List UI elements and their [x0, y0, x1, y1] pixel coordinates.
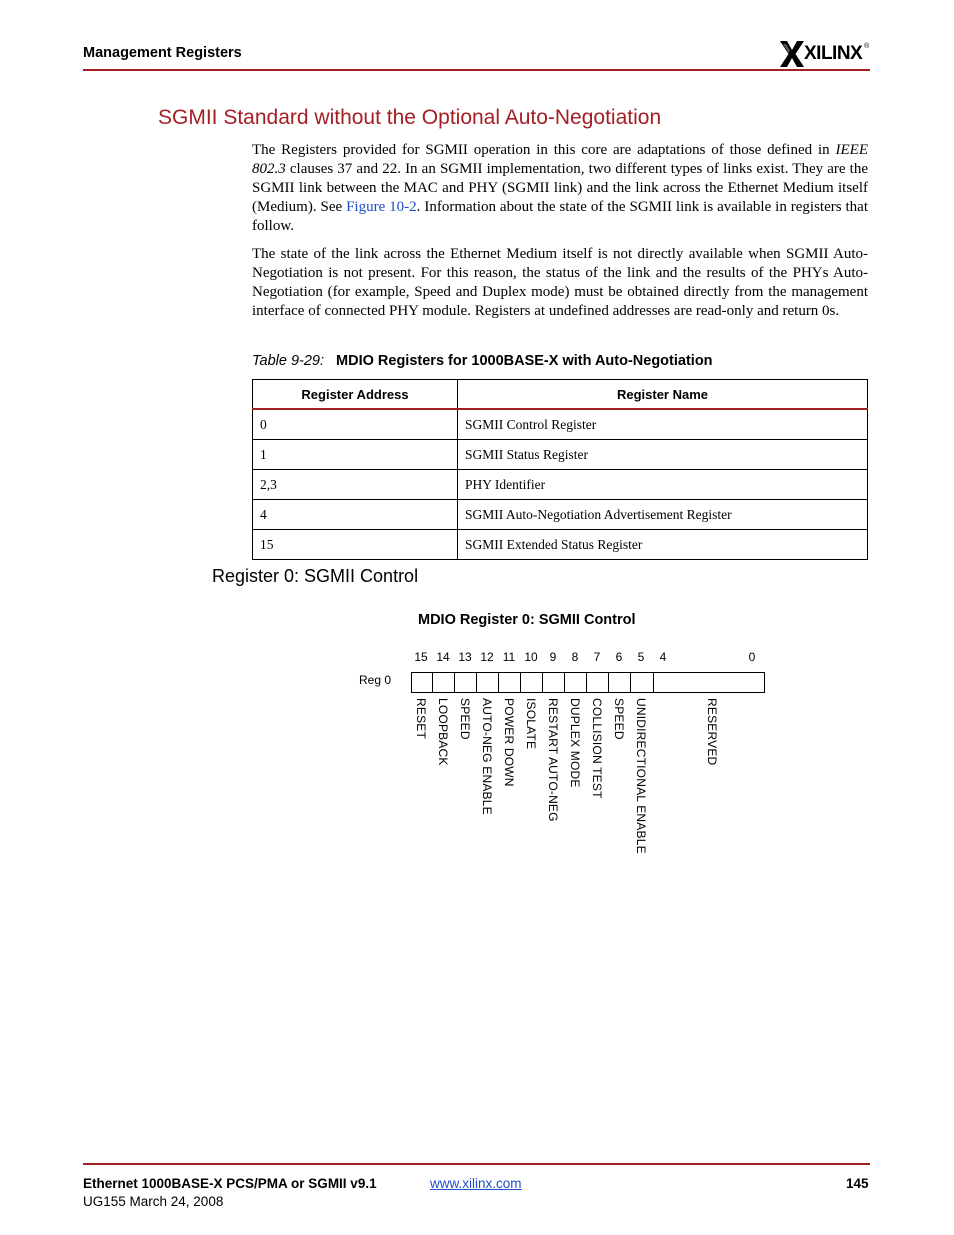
bit-divider [608, 672, 609, 693]
field-label-speed-lsb: SPEED [612, 698, 626, 740]
column-header-name: Register Name [458, 380, 868, 410]
table-row [253, 440, 868, 470]
register-name: SGMII Extended Status Register [458, 530, 868, 560]
para1-text-d: . Information about the state of the SGMII link is available in registers that follow. [252, 199, 868, 234]
bit-number: 11 [502, 650, 516, 664]
table-caption [252, 353, 713, 369]
bit-number: 0 [748, 650, 756, 664]
paragraph-1 [252, 141, 868, 236]
field-label-speed-msb: SPEED [458, 698, 472, 740]
field-label-power-down: POWER DOWN [502, 698, 516, 787]
column-header-address: Register Address [253, 380, 458, 410]
bit-divider [498, 672, 499, 693]
bit-number: 8 [571, 650, 579, 664]
field-label-collision-test: COLLISION TEST [590, 698, 604, 799]
para1-citation: IEEE 802.3 [252, 142, 868, 177]
paragraph-2: The state of the link across the Ethernet Medium itself is not directly available when SGMII Auto-Negotiation is not present. For this reason, the status of the link and the results of the PHYs Auto-Negotiation (for example, Speed and Duplex mode) must be obtained directly from the management interface of connected PHY module. Registers at undefined addresses are read-only and return 0s. [252, 246, 868, 319]
bit-number: 13 [458, 650, 472, 664]
bit-divider [542, 672, 543, 693]
footer-rule [83, 1163, 870, 1165]
bit-number: 14 [436, 650, 450, 664]
bit-number: 7 [593, 650, 601, 664]
xilinx-x-icon [780, 41, 804, 67]
register-label: Reg 0 [359, 673, 392, 687]
register-name: SGMII Control Register [458, 409, 868, 440]
table-row [253, 500, 868, 530]
register-address: 1 [253, 440, 458, 470]
running-header-title: Management Registers [83, 45, 242, 61]
field-label-auto-neg-enable: AUTO-NEG ENABLE [480, 698, 494, 815]
table-row [253, 530, 868, 560]
para1-text-c: clauses 37 and 22. In an SGMII implementation, two different types of links exist. They are the SGMII link between the MAC and PHY (SGMII link) and the link across the Ethernet Medium itself (Medium). See [252, 161, 868, 215]
para1-text-a: The Registers provided for SGMII operation in this core are adaptations of those defined in [252, 142, 836, 158]
section-title: SGMII Standard without the Optional Auto-Negotiation [158, 106, 662, 129]
footer-website-link[interactable]: www.xilinx.com [430, 1176, 522, 1191]
register-name: SGMII Auto-Negotiation Advertisement Register [458, 500, 868, 530]
subheading: Register 0: SGMII Control [212, 566, 419, 586]
bit-divider [630, 672, 631, 693]
logo-registered-mark: ® [864, 43, 870, 50]
bit-number: 5 [637, 650, 645, 664]
table-row [253, 470, 868, 500]
register-name: PHY Identifier [458, 470, 868, 500]
bit-divider [476, 672, 477, 693]
bit-divider [586, 672, 587, 693]
bit-divider [454, 672, 455, 693]
footer-doc-title: Ethernet 1000BASE-X PCS/PMA or SGMII v9.1 [83, 1176, 377, 1191]
xilinx-logo [780, 41, 875, 69]
field-label-loopback: LOOPBACK [436, 698, 450, 766]
field-label-duplex-mode: DUPLEX MODE [568, 698, 582, 788]
header-rule [83, 69, 870, 71]
bit-number: 12 [480, 650, 494, 664]
table-label: Table 9-29: [252, 353, 325, 369]
register-address: 0 [253, 409, 458, 440]
field-label-reserved: RESERVED [705, 698, 719, 766]
register-table [252, 379, 868, 560]
bit-divider [564, 672, 565, 693]
bit-number: 9 [549, 650, 557, 664]
bit-number: 4 [659, 650, 667, 664]
logo-text: XILINX [804, 43, 863, 64]
table-title: MDIO Registers for 1000BASE-X with Auto-Negotiation [336, 353, 713, 369]
page-number: 145 [846, 1176, 869, 1191]
figure-title: MDIO Register 0: SGMII Control [418, 612, 636, 628]
field-label-restart-auto-neg: RESTART AUTO-NEG [546, 698, 560, 822]
table-header-row [253, 380, 868, 410]
bit-number: 6 [615, 650, 623, 664]
field-label-unidirectional-enable: UNIDIRECTIONAL ENABLE [634, 698, 648, 854]
register-address: 15 [253, 530, 458, 560]
field-label-isolate: ISOLATE [524, 698, 538, 750]
register-address: 2,3 [253, 470, 458, 500]
bit-number: 15 [414, 650, 428, 664]
register-name: SGMII Status Register [458, 440, 868, 470]
bit-divider [432, 672, 433, 693]
field-label-reset: RESET [414, 698, 428, 740]
register-address: 4 [253, 500, 458, 530]
bit-divider [653, 672, 654, 693]
bit-number: 10 [524, 650, 538, 664]
figure-link[interactable]: Figure 10-2 [346, 199, 417, 215]
register-bitfield-box [411, 672, 765, 693]
bit-divider [520, 672, 521, 693]
footer-doc-id-date: UG155 March 24, 2008 [83, 1194, 224, 1209]
table-row [253, 409, 868, 440]
